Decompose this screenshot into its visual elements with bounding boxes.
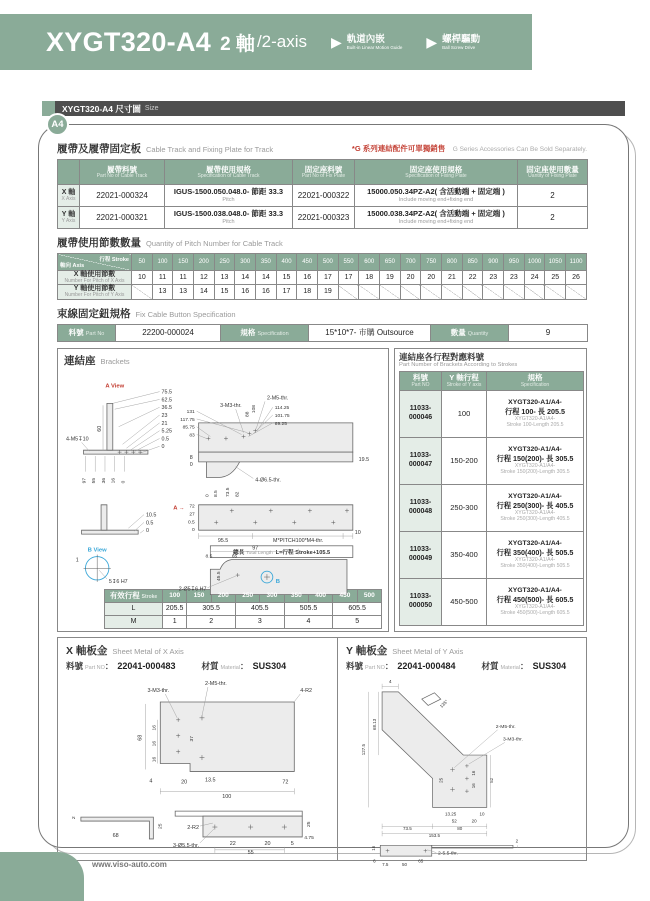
- label-spec: 規格 Specification: [221, 324, 309, 341]
- svg-text:B: B: [275, 578, 280, 585]
- svg-text:10.5: 10.5: [145, 512, 157, 519]
- svg-text:2-Ø5↧6 H7: 2-Ø5↧6 H7: [178, 586, 207, 593]
- svg-text:3-Ø5.5-thr.: 3-Ø5.5-thr.: [173, 842, 199, 849]
- svg-text:65: 65: [231, 554, 238, 560]
- svg-text:4-M5↧10: 4-M5↧10: [65, 436, 89, 443]
- x-sheet-part-line: 料號 Part NO ： 22041-000483 材質 Material ： SUS304: [66, 660, 287, 671]
- svg-text:52: 52: [489, 777, 495, 783]
- bracket-part-row: 11033-000049 350-400 XYGT320-A1/A4- 行程 350(400)- 長 505.5 XYGT320-A1/A4- Stroke 350(400)-Length 505.5: [400, 531, 584, 578]
- brackets-box: [57, 348, 389, 632]
- svg-text:總長Total LengthL=行程 Stroke+105.: 總長 Total Length L=行程 Stroke+105.5: [232, 549, 331, 556]
- axis-label-x: X 軸 X Axis: [58, 185, 80, 207]
- product-model: XYGT320-A4: [46, 26, 212, 57]
- svg-text:16: 16: [152, 724, 158, 731]
- bracket-parts-table: 料號 Part NO Y 軸行程 Stroke of Y axis 規格 Specification 11033-000046 100 XYGT320-A1/A4- 行程 100- 長 205.5 XYGT320-A1/A4- Stroke 100-Length 205.5 11033-000047 150-200 XYGT320-A1/A4- 行程 150(200)- 長 305.5 XYGT320-A1/A4- Stroke 150(200)-Length 305.5 11033-000048 250-300 XYGT320-A1/A4- 行程 250(300)- 長 405.5 XYGT320-A1/A4- Stroke 250(300)-Length 405.5 11033-000049 350-400 XYGT320-A1/A4- 行程 350(400)- 長 505.5 XYGT320-A1/A4- Stroke 350(400)-Length 505.5 11033-000050 450-500 XYGT320-A1/A4- 行程 450(500)- 長 605.5 XYGT320-A1/A4- Stroke 450(500)-Length 605.5: [399, 371, 584, 626]
- svg-text:97: 97: [252, 545, 259, 552]
- page-badge: A4: [46, 113, 69, 136]
- svg-text:3-M3-thr.: 3-M3-thr.: [503, 737, 523, 743]
- fix-part-no: 22021-000323: [293, 207, 355, 229]
- svg-text:0.5: 0.5: [187, 519, 195, 525]
- badge-screw-zh: 螺桿驅動: [442, 33, 481, 45]
- axis-count-zh: 2 軸: [220, 33, 255, 55]
- svg-text:21: 21: [161, 420, 168, 427]
- svg-text:16: 16: [370, 845, 376, 851]
- svg-text:62.5: 62.5: [161, 396, 173, 403]
- page-header: [0, 14, 532, 70]
- svg-text:4-Ø6.5-thr.: 4-Ø6.5-thr.: [255, 476, 281, 483]
- pitch-number-table: [57, 253, 587, 300]
- brackets-title: 連結座 Brackets: [64, 354, 130, 367]
- svg-text:100: 100: [222, 793, 232, 800]
- header-cable-part-no: 履帶料號 Part No of Cable Track: [80, 160, 165, 185]
- svg-text:0: 0: [121, 480, 127, 483]
- svg-text:101.75: 101.75: [274, 413, 290, 419]
- button-part-no: 22200-000024: [116, 324, 221, 341]
- svg-text:108: 108: [252, 404, 258, 413]
- svg-text:1: 1: [75, 557, 79, 564]
- g-series-note: *G 系列連結配件可單獨銷售 G Series Accessories Can Be Sold Separately.: [351, 144, 587, 153]
- feature-badge-guide: [331, 34, 402, 51]
- footer-website-link[interactable]: www.viso-auto.com: [92, 860, 167, 869]
- svg-text:52: 52: [451, 818, 457, 824]
- svg-text:89.25: 89.25: [274, 421, 287, 427]
- svg-text:0: 0: [192, 527, 195, 533]
- svg-text:2-M5-thr.: 2-M5-thr.: [204, 680, 227, 687]
- svg-text:0: 0: [145, 527, 149, 534]
- bracket-part-row: 11033-000048 250-300 XYGT320-A1/A4- 行程 250(300)- 長 405.5 XYGT320-A1/A4- Stroke 250(300)-Length 405.5: [400, 484, 584, 531]
- svg-text:68: 68: [112, 832, 119, 839]
- header-cable-spec: 履帶使用規格 Specification of Cable Track: [165, 160, 293, 185]
- svg-text:8.5: 8.5: [214, 489, 220, 497]
- table-row-y-axis: [58, 207, 588, 229]
- svg-text:16: 16: [471, 782, 477, 788]
- svg-text:5↧6 H7: 5↧6 H7: [108, 578, 128, 585]
- bracket-parts-title-zh: 連結座各行程對應料號: [399, 351, 485, 362]
- svg-text:72: 72: [282, 778, 289, 785]
- svg-text:13.5: 13.5: [204, 776, 216, 783]
- bracket-part-row: 11033-000046 100 XYGT320-A1/A4- 行程 100- 長 205.5 XYGT320-A1/A4- Stroke 100-Length 205.5: [400, 390, 584, 437]
- svg-text:10: 10: [479, 811, 485, 817]
- fix-part-no: 22021-000322: [293, 185, 355, 207]
- fix-qty: 2: [518, 185, 588, 207]
- svg-text:68.13: 68.13: [371, 718, 377, 730]
- y-sheet-part-line: 料號 Part NO ： 22041-000484 材質 Material ： SUS304: [346, 660, 567, 671]
- bracket-parts-title-en: Part Number of Brackets According to Strokes: [399, 361, 518, 368]
- header-fix-part-no: 固定座料號 Part No of Fix Plate: [293, 160, 355, 185]
- stroke-row-M: M 1 2 3 4 5: [105, 615, 382, 628]
- svg-text:88: 88: [245, 411, 251, 417]
- axis-label-y: Y 軸 Y Axis: [58, 207, 80, 229]
- y-sheet-title: Y 軸板金 Sheet Metal of Y Axis: [346, 644, 464, 657]
- svg-text:4.75: 4.75: [304, 835, 314, 841]
- size-bar-subtitle: Size: [144, 105, 159, 112]
- arrow-right-icon: ▶: [331, 34, 342, 50]
- x-sheet-title: X 軸板金 Sheet Metal of X Axis: [66, 644, 184, 657]
- size-bar-title: XYGT320-A4 尺寸圖: [62, 103, 141, 114]
- svg-text:5: 5: [290, 840, 294, 847]
- svg-text:68: 68: [137, 734, 144, 741]
- svg-text:4: 4: [149, 777, 153, 784]
- svg-text:23: 23: [161, 412, 168, 419]
- cable-spec: IGUS-1500.050.048.0- 節距 33.3 Pitch: [165, 185, 293, 207]
- svg-text:16: 16: [111, 477, 117, 483]
- svg-text:73.5: 73.5: [225, 487, 231, 497]
- pitch-header-row: 行程 Stroke 軸向 Axis 50 100 150 200 250 300 350 400 450 500 550 600 650 700 750 800 850 900 950 1000 1050 1100: [58, 254, 587, 271]
- svg-text:114.25: 114.25: [274, 405, 290, 411]
- feature-badge-screw: [426, 34, 480, 51]
- label-qty: 數量 Quantity: [431, 324, 509, 341]
- cable-part-no: 22021-000321: [80, 207, 165, 229]
- svg-text:73.5: 73.5: [402, 825, 412, 831]
- svg-text:127.5: 127.5: [360, 743, 366, 755]
- table-row-x-axis: [58, 185, 588, 207]
- badge-guide-en: Built-in Linear Motion Guide: [346, 45, 403, 50]
- y-sheet-drawing: [346, 672, 568, 867]
- svg-text:45.5: 45.5: [217, 571, 223, 581]
- svg-text:3-M3-thr.: 3-M3-thr.: [220, 402, 242, 409]
- svg-text:M*PITCH100*M4-thr.: M*PITCH100*M4-thr.: [273, 537, 324, 544]
- x-sheet-drawing: [66, 672, 332, 857]
- pitch-row-x: X 軸使用節數 Number For Pitch of X Axis 10 11 11 12 13 14 14 15 16 17 17 18 19 20 20 21 22 23 23 24 25 26: [58, 271, 587, 285]
- header-blank: [58, 160, 80, 185]
- header-fix-spec: 固定座使用規格 Specification of Fixing Plate: [355, 160, 518, 185]
- svg-text:16: 16: [471, 770, 477, 776]
- svg-text:2-5.5-thr.: 2-5.5-thr.: [438, 850, 458, 856]
- button-qty: 9: [509, 324, 588, 341]
- fix-qty: 2: [518, 207, 588, 229]
- svg-text:2-M5-thr.: 2-M5-thr.: [266, 395, 289, 402]
- svg-text:19.5: 19.5: [358, 456, 370, 463]
- svg-text:2-R2: 2-R2: [187, 824, 199, 831]
- svg-text:72: 72: [189, 504, 195, 510]
- fix-spec: 15000.050.34PZ-A2( 含活動端 + 固定端 ) Include moving end+fixing end: [355, 185, 518, 207]
- svg-text:0.5: 0.5: [161, 436, 170, 443]
- svg-text:22: 22: [229, 840, 236, 847]
- svg-text:2: 2: [515, 838, 519, 844]
- size-section-bar: [55, 101, 625, 116]
- badge-guide-zh: 軌道內嵌: [346, 33, 385, 45]
- bracket-part-row: 11033-000050 450-500 XYGT320-A1/A4- 行程 450(500)- 長 605.5 XYGT320-A1/A4- Stroke 450(500)-Length 605.5: [400, 578, 584, 625]
- stroke-axis-corner: 行程 Stroke 軸向 Axis: [58, 254, 132, 271]
- svg-text:8: 8: [189, 454, 193, 461]
- svg-text:50: 50: [401, 861, 407, 867]
- svg-text:20: 20: [471, 818, 477, 824]
- footer-green-shape: [0, 852, 84, 901]
- svg-text:55: 55: [247, 849, 254, 856]
- cable-track-table: [57, 159, 588, 229]
- button-spec: 15*10*7- 市購 Outsource: [309, 324, 431, 341]
- cable-button-title: 束線固定鈕規格 Fix Cable Button Specification: [57, 307, 236, 320]
- pitch-table-title: 履帶使用節數數量 Quantity of Pitch Number for Cable Track: [57, 237, 283, 249]
- svg-text:0: 0: [189, 461, 193, 468]
- stroke-label: 有效行程 Stroke: [105, 589, 163, 602]
- fix-spec: 15000.038.34PZ-A2( 含活動端 + 固定端 ) Include moving end+fixing end: [355, 207, 518, 229]
- brackets-drawing: [64, 368, 386, 593]
- svg-text:5.25: 5.25: [161, 428, 173, 435]
- svg-text:0: 0: [205, 493, 211, 497]
- svg-text:27: 27: [189, 512, 195, 518]
- svg-text:135°: 135°: [438, 698, 449, 709]
- header-fix-qty: 固定座使用數量 Uantity of Fixing Plate: [518, 160, 588, 185]
- svg-text:82: 82: [235, 491, 241, 497]
- svg-text:B View: B View: [87, 547, 107, 554]
- svg-text:131: 131: [186, 409, 195, 415]
- svg-text:0: 0: [161, 443, 165, 450]
- svg-text:25: 25: [307, 821, 313, 827]
- svg-text:20: 20: [264, 840, 271, 847]
- svg-text:4: 4: [388, 679, 392, 685]
- svg-text:83: 83: [189, 433, 195, 439]
- svg-text:55: 55: [92, 477, 98, 483]
- svg-text:36: 36: [101, 477, 107, 483]
- svg-text:4-R2: 4-R2: [300, 687, 313, 694]
- cable-part-no: 22021-000324: [80, 185, 165, 207]
- svg-text:16: 16: [152, 740, 158, 747]
- cable-spec: IGUS-1500.038.048.0- 節距 33.3 Pitch: [165, 207, 293, 229]
- svg-text:20: 20: [181, 778, 188, 785]
- arrow-right-icon: ▶: [426, 34, 438, 50]
- svg-text:37: 37: [190, 735, 196, 742]
- y-sheet-box: [338, 638, 586, 867]
- bracket-part-row: 11033-000047 150-200 XYGT320-A1/A4- 行程 150(200)- 長 305.5 XYGT320-A1/A4- Stroke 150(200)-Length 305.5: [400, 437, 584, 484]
- svg-text:2: 2: [71, 815, 77, 819]
- x-sheet-box: [58, 638, 338, 860]
- svg-text:13.25: 13.25: [445, 811, 457, 817]
- svg-text:3-M3-thr.: 3-M3-thr.: [147, 687, 170, 694]
- svg-text:10: 10: [354, 529, 361, 536]
- svg-text:6: 6: [373, 858, 376, 864]
- svg-text:2-M5-thr.: 2-M5-thr.: [495, 724, 516, 730]
- axis-count-en: /2-axis: [256, 32, 308, 51]
- effective-stroke-table: 有效行程 Stroke 100 150 200 250 300 350 400 450 500 L 205.5 305.5 405.5 505.5 605.5 M 1 2 3 4 5: [104, 589, 382, 629]
- svg-text:25: 25: [158, 823, 164, 829]
- stroke-row-L: L 205.5 305.5 405.5 505.5 605.5: [105, 602, 382, 615]
- svg-text:0.5: 0.5: [145, 519, 154, 526]
- svg-text:65: 65: [418, 858, 424, 864]
- svg-text:97: 97: [82, 477, 88, 483]
- svg-text:16: 16: [152, 756, 158, 762]
- label-part-no: 料號 Part No: [58, 324, 116, 341]
- cable-button-table: [57, 324, 588, 342]
- svg-text:153.5: 153.5: [428, 832, 441, 838]
- svg-text:85.75: 85.75: [182, 425, 195, 431]
- svg-text:25: 25: [438, 777, 444, 783]
- svg-text:7.5: 7.5: [382, 861, 389, 867]
- svg-text:117.75: 117.75: [180, 417, 195, 423]
- svg-text:60: 60: [97, 425, 104, 432]
- pitch-row-y: Y 軸使用節數 Number For Pitch of Y Axis 13 13 14 15 16 16 17 18 19: [58, 285, 587, 299]
- svg-text:8.5: 8.5: [205, 554, 213, 560]
- svg-text:A →: A →: [173, 505, 185, 512]
- svg-text:75.5: 75.5: [161, 389, 173, 396]
- badge-screw-en: Ball Screw Drive: [442, 45, 476, 50]
- svg-text:95.5: 95.5: [217, 537, 229, 544]
- cable-track-title: 履帶及履帶固定板 Cable Track and Fixing Plate for Track: [57, 143, 274, 155]
- svg-text:80: 80: [457, 825, 463, 831]
- a-view-label: A View: [105, 383, 125, 390]
- bracket-parts-box: [394, 348, 587, 632]
- svg-text:36.5: 36.5: [161, 404, 173, 411]
